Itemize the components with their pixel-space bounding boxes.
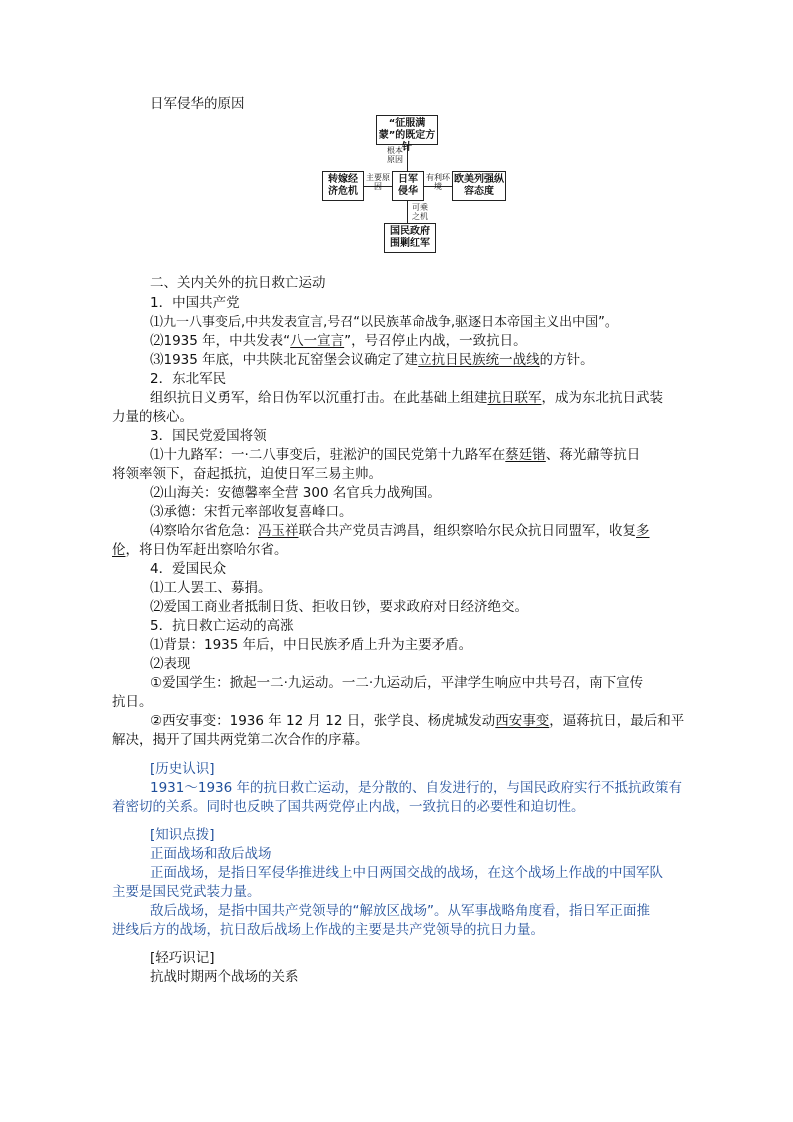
diagram-right-box: 欧美列强纵容态度 — [452, 171, 506, 201]
memory-title: 抗战时期两个战场的关系 — [150, 969, 299, 985]
diagram-center-box: 日军侵华 — [392, 171, 424, 201]
knowledge-title: 正面战场和敌后战场 — [150, 846, 272, 862]
diagram-left-label: 主要原因 — [366, 173, 390, 191]
subsection-2-title: 2．东北军民 — [150, 371, 227, 387]
knowledge-paragraph-2-cont: 进线后方的战场，抗日敌后战场上作战的主要是共产党领导的抗日力量。 — [112, 922, 544, 938]
section-title: 二、关内关外的抗日救亡运动 — [150, 275, 326, 291]
s3-paragraph-3: ⑶承德：宋哲元率部收复喜峰口。 — [150, 504, 353, 520]
memory-tag: [轻巧识记] — [150, 950, 215, 966]
s5-paragraph-3: ①爱国学生：掀起一二·九运动。一二·九运动后，平津学生响应中共号召，南下宣传 — [150, 675, 644, 691]
history-paragraph-2: 着密切的关系。同时也反映了国共两党停止内战，一致抗日的必要性和迫切性。 — [112, 799, 585, 815]
diagram-right-label: 有利环境 — [426, 173, 450, 191]
s4-paragraph-1: ⑴工人罢工、募捐。 — [150, 580, 272, 596]
knowledge-paragraph-1: 正面战场，是指日军侵华推进线上中日两国交战的战场，在这个战场上作战的中国军队 — [150, 865, 663, 881]
diagram-top-label: 根本原因 — [387, 146, 403, 164]
s1-paragraph-1: ⑴九一八事变后,中共发表宣言,号召“以民族革命战争,驱逐日本帝国主义出中国”。 — [150, 315, 618, 330]
heading-causes: 日军侵华的原因 — [150, 96, 245, 112]
knowledge-paragraph-1-cont: 主要是国民党武装力量。 — [112, 884, 261, 900]
s5-paragraph-2: ⑵表现 — [150, 656, 191, 672]
s4-paragraph-2: ⑵爱国工商业者抵制日货、拒收日钞，要求政府对日经济绝交。 — [150, 599, 528, 615]
diagram-top-box: “征服满蒙”的既定方针 — [376, 115, 438, 145]
s1-paragraph-3: ⑶1935 年底，中共陕北瓦窑堡会议确定了建立抗日民族统一战线的方针。 — [150, 352, 594, 368]
s3-paragraph-4: ⑷察哈尔省危急：冯玉祥联合共产党员吉鸿昌，组织察哈尔民众抗日同盟军，收复多 — [150, 523, 650, 539]
causes-diagram — [322, 115, 508, 255]
history-tag: [历史认识] — [150, 761, 215, 777]
s2-paragraph-1: 组织抗日义勇军，给日伪军以沉重打击。在此基础上组建抗日联军，成为东北抗日武装 — [150, 390, 663, 406]
s1-paragraph-2: ⑵1935 年，中共发表“八一宣言”，号召停止内战，一致抗日。 — [150, 333, 527, 349]
subsection-1-title: 1．中国共产党 — [150, 295, 240, 311]
subsection-4-title: 4．爱国民众 — [150, 561, 227, 577]
knowledge-paragraph-2: 敌后战场，是指中国共产党领导的“解放区战场”。从军事战略角度看，指日军正面推 — [150, 903, 650, 919]
s5-paragraph-3-cont: 抗日。 — [112, 694, 153, 710]
diagram-left-box: 转嫁经济危机 — [322, 171, 364, 201]
s3-paragraph-1-cont: 将领率领下，奋起抵抗，迫使日军三易主帅。 — [112, 466, 382, 482]
s5-paragraph-4-cont: 解决，揭开了国共两党第二次合作的序幕。 — [112, 732, 369, 748]
diagram-bottom-label: 可乘之机 — [412, 203, 428, 221]
s3-paragraph-2: ⑵山海关：安德馨率全营 300 名官兵力战殉国。 — [150, 485, 441, 501]
s5-paragraph-1: ⑴背景：1935 年后，中日民族矛盾上升为主要矛盾。 — [150, 637, 473, 653]
history-paragraph-1: 1931～1936 年的抗日救亡运动，是分散的、自发进行的，与国民政府实行不抵抗政策有 — [150, 780, 683, 796]
s3-paragraph-1: ⑴十九路军：一·二八事变后，驻淞沪的国民党第十九路军在蔡廷锴、蒋光鼐等抗日 — [150, 447, 641, 463]
diagram-arrow-bottom — [407, 201, 408, 223]
subsection-5-title: 5．抗日救亡运动的高涨 — [150, 618, 294, 634]
diagram-arrow-top — [407, 145, 408, 172]
subsection-3-title: 3．国民党爱国将领 — [150, 428, 267, 444]
s5-paragraph-4: ②西安事变：1936 年 12 月 12 日，张学良、杨虎城发动西安事变，逼蒋抗日，最后和平 — [150, 713, 685, 729]
knowledge-tag: [知识点拨] — [150, 827, 215, 843]
diagram-bottom-box: 国民政府围剿红军 — [384, 223, 436, 253]
s3-paragraph-4-cont: 伦，将日伪军赶出察哈尔省。 — [112, 542, 288, 558]
s2-paragraph-1-cont: 力量的核心。 — [112, 409, 193, 425]
